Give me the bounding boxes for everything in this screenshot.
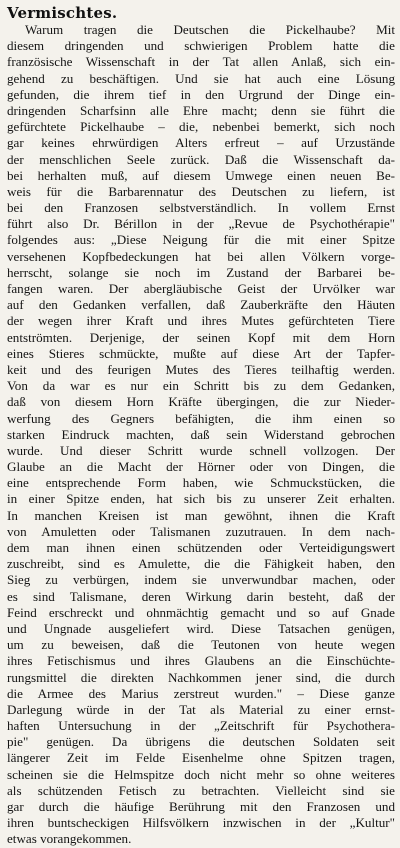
article-line: es sind Talismane, deren Wirkung darin besteht, daß der <box>7 588 395 604</box>
article-line: eine entsprechende Form haben, wie Schmuckstücken, die <box>7 475 395 491</box>
article-line: keit und des feurigen Mutes des Tieres teilhaftig werden. <box>7 361 395 377</box>
article-line: Von da war es nur ein Schritt bis zu dem Gedanken, <box>7 378 395 394</box>
article-line: bei herhalten muß, auf diesem Umwege einen neuen Be- <box>7 167 395 183</box>
article-line: dringenden Scharfsinn alle Ehre macht; denn sie führt die <box>7 102 395 118</box>
article-line: bei den Franzosen selbstverständlich. In vollem Ernst <box>7 200 395 216</box>
article-line: starken Eindruck machten, daß sein Widerstand gebrochen <box>7 426 395 442</box>
article-line: der menschlichen Seele zurück. Daß die Wissenschaft da- <box>7 151 395 167</box>
article-body <box>7 22 395 848</box>
article-line: versehenen Kopfbedeckungen hat bei allen Völkern vorge- <box>7 248 395 264</box>
article-line: dem man ihnen einen schützenden oder Verteidigungswert <box>7 540 395 555</box>
article-line: diesem dringenden und schwierigen Problem hatte die <box>7 38 395 54</box>
article-line: Sieg zu verbürgen, indem sie unverwundbar machen, oder <box>7 572 395 588</box>
article-line: als schützenden Fetisch zu betrachten. Vielleicht sind sie <box>7 782 395 798</box>
article-line: daß von diesem Horn Kräfte übergingen, die zur Nieder- <box>7 394 395 410</box>
article-line: Feind erschreckt und ohnmächtig gemacht und so auf Gnade <box>7 604 395 620</box>
article-line: herrscht, solange sie noch im Zustand der Barbarei be- <box>7 264 395 280</box>
article-line: die Armee des Marius zerstreut wurden." – Diese ganze <box>7 685 395 701</box>
article-line: gefürchtete Pickelhaube – die, nebenbei bemerkt, sich noch <box>7 119 395 135</box>
article-line: gar keines ehrwürdigen Alters erfreut – auf Urzustände <box>7 135 395 151</box>
article-line: In manchen Kreisen ist man gewöhnt, ihnen die Kraft <box>7 507 395 523</box>
article-line: ihren buntscheckigen Hilfsvölkern inzwischen in der „Kultur" <box>7 815 395 831</box>
section-title: Vermischtes. <box>7 4 118 22</box>
article-line: Warum tragen die Deutschen die Pickelhaube? Mit <box>25 22 395 37</box>
article-line: zuschreibt, sind es Amulette, die die Fähigkeit haben, den <box>7 556 395 572</box>
article-line: fangen waren. Der abergläubische Geist der Urvölker war <box>7 281 395 296</box>
article-line: der wegen ihrer Kraft und ihres Mutes gefürchteten Tiere <box>7 313 395 329</box>
article-line: ihres Fetischismus und ihres Glaubens an die Einschüchte- <box>7 653 395 669</box>
article-line: eines Stieres schmückte, mußte auf diese Art der Tapfer- <box>7 345 395 361</box>
article-line: entströmten. Derjenige, der seinen Kopf mit dem Horn <box>7 329 395 345</box>
article-line: auf den Gedanken verfallen, daß Zauberkräfte den Häuten <box>7 297 395 313</box>
article-line: längerer Zeit im Felde Eisenhelme ohne Spitzen tragen, <box>7 750 395 766</box>
article-line: Glaube an die Macht der Hörner oder von Dingen, die <box>7 459 395 475</box>
article-line: folgendes aus: „Diese Neigung für die mit einer Spitze <box>7 232 395 248</box>
article-line: pie" genügen. Da übrigens die deutschen Soldaten seit <box>7 734 395 750</box>
article-line: Darlegung würde in der Tat als Material zu einer ernst- <box>7 701 395 717</box>
article-line: weis für die Barbarennatur des Deutschen zu liefern, ist <box>7 183 395 199</box>
article-line: französische Wissenschaft in der Tat allen Anlaß, sich ein- <box>7 54 395 70</box>
article-line: um zu beweisen, daß die Teutonen von heute wegen <box>7 637 395 653</box>
article-line: gehend zu beschäftigen. Und sie hat auch eine Lösung <box>7 70 395 86</box>
article-line: scheinen sie die Helmspitze doch nicht mehr so ohne weiteres <box>7 766 395 782</box>
article-line: rungsmittel die direkten Nachkommen jener sind, die durch <box>7 669 395 685</box>
article-line: werfung des Gegners befähigten, die ihm einen so <box>7 410 395 426</box>
article-line: gar durch die häufige Berührung mit den Franzosen und <box>7 799 395 814</box>
article-line: von Amuletten oder Talismanen zuzutrauen. In dem nach- <box>7 523 395 539</box>
article-line: und Ungnade ausgeliefert wird. Diese Tatsachen genügen, <box>7 620 395 636</box>
article-line: haften Untersuchung in der „Zeitschrift für Psychothera- <box>7 718 395 734</box>
article-line: wurde. Und dieser Schritt wurde schnell vollzogen. Der <box>7 442 395 458</box>
article-line: in einer Spitze enden, hat sich bis zu unserer Zeit erhalten. <box>7 491 395 507</box>
article-line: gefunden, die ihrem tief in den Urgrund der Dinge ein- <box>7 86 395 102</box>
article-line: etwas vorangekommen. <box>7 831 132 847</box>
article-line: führt also Dr. Bérillon in der „Revue de Psychothérapie" <box>7 216 395 232</box>
